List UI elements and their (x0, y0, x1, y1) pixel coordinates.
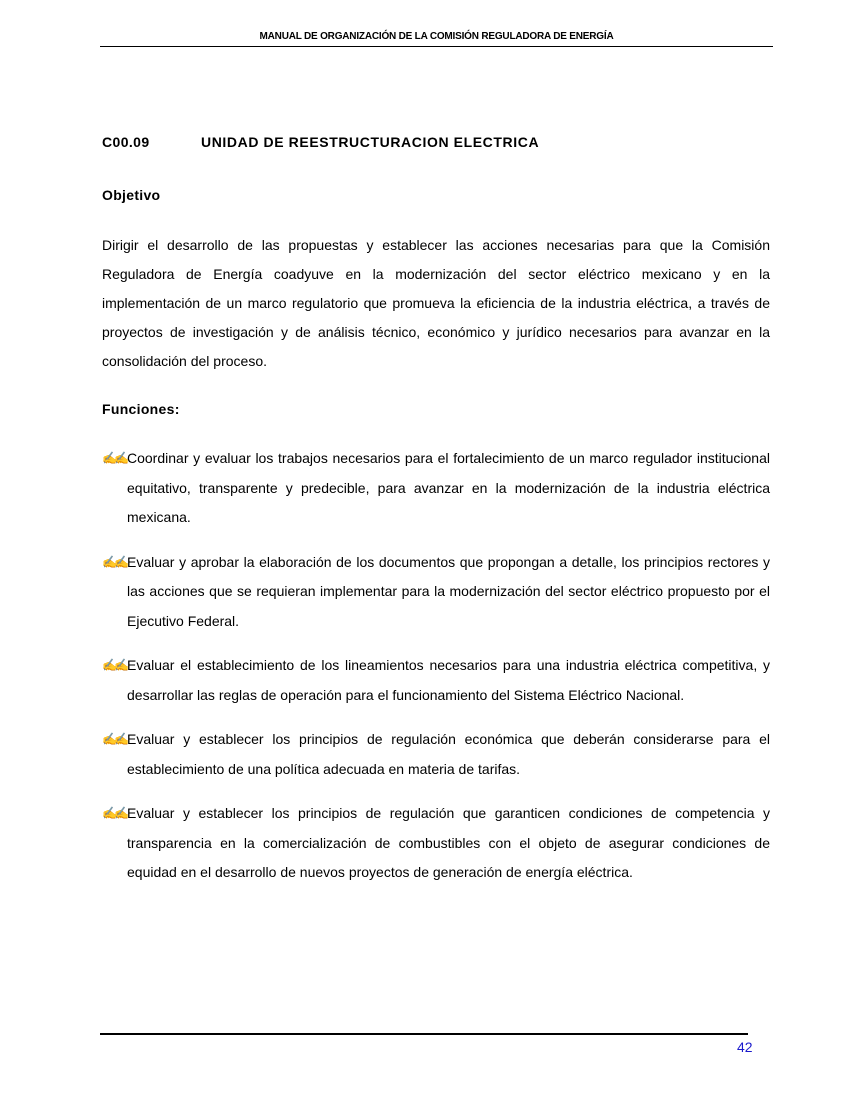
writing-hand-icon: ✍✍ (102, 806, 126, 820)
writing-hand-icon: ✍✍ (102, 658, 126, 672)
functions-list (102, 444, 770, 903)
functions-heading: Funciones: (102, 401, 180, 417)
function-item (102, 651, 770, 710)
objective-text: Dirigir el desarrollo de las propuestas y establecer las acciones necesarias para que la Comisión Reguladora de Energía coadyuve en la modernización del sector eléctrico mexicano y en la implementación de un marco regulatorio que promueva la eficiencia de la industria eléctrica, a través de proyectos de investigación y de análisis técnico, económico y jurídico necesarios para avanzar en la consolidación del proceso. (102, 237, 770, 369)
function-text: Evaluar y aprobar la elaboración de los documentos que propongan a detalle, los principios rectores y las acciones que se requieran implementar para la modernización del sector eléctrico propuesto por el Ejecutivo Federal. (127, 553, 770, 629)
objective-heading: Objetivo (102, 187, 161, 203)
header-divider (100, 46, 773, 47)
page-number: 42 (737, 1039, 753, 1055)
function-item (102, 444, 770, 533)
writing-hand-icon: ✍✍ (102, 451, 126, 465)
document-title: MANUAL DE ORGANIZACIÓN DE LA COMISIÓN REGULADORA DE ENERGÍA (259, 31, 614, 42)
footer-divider (100, 1033, 748, 1035)
function-text: Evaluar y establecer los principios de regulación económica que deberán considerarse para el establecimiento de una política adecuada en materia de tarifas. (127, 731, 770, 777)
function-item (102, 725, 770, 784)
function-item (102, 548, 770, 637)
writing-hand-icon: ✍✍ (102, 732, 126, 746)
section-title: UNIDAD DE REESTRUCTURACION ELECTRICA (201, 134, 540, 150)
writing-hand-icon: ✍✍ (102, 554, 126, 569)
function-text: Coordinar y evaluar los trabajos necesarios para el fortalecimiento de un marco regulador institucional equitativo, transparente y predecible, para avanzar en la modernización de la industria eléctrica mexicana. (127, 450, 770, 525)
function-text: Evaluar y establecer los principios de regulación que garanticen condiciones de competencia y transparencia en la comercialización de combustibles con el objeto de asegurar condiciones de equidad en el desarrollo de nuevos proyectos de generación de energía eléctrica. (127, 805, 770, 880)
section-code: C00.09 (102, 134, 150, 150)
function-item (102, 799, 770, 888)
function-text: Evaluar el establecimiento de los lineamientos necesarios para una industria eléctrica competitiva, y desarrollar las reglas de operación para el funcionamiento del Sistema Eléctrico Nacional. (127, 657, 770, 703)
